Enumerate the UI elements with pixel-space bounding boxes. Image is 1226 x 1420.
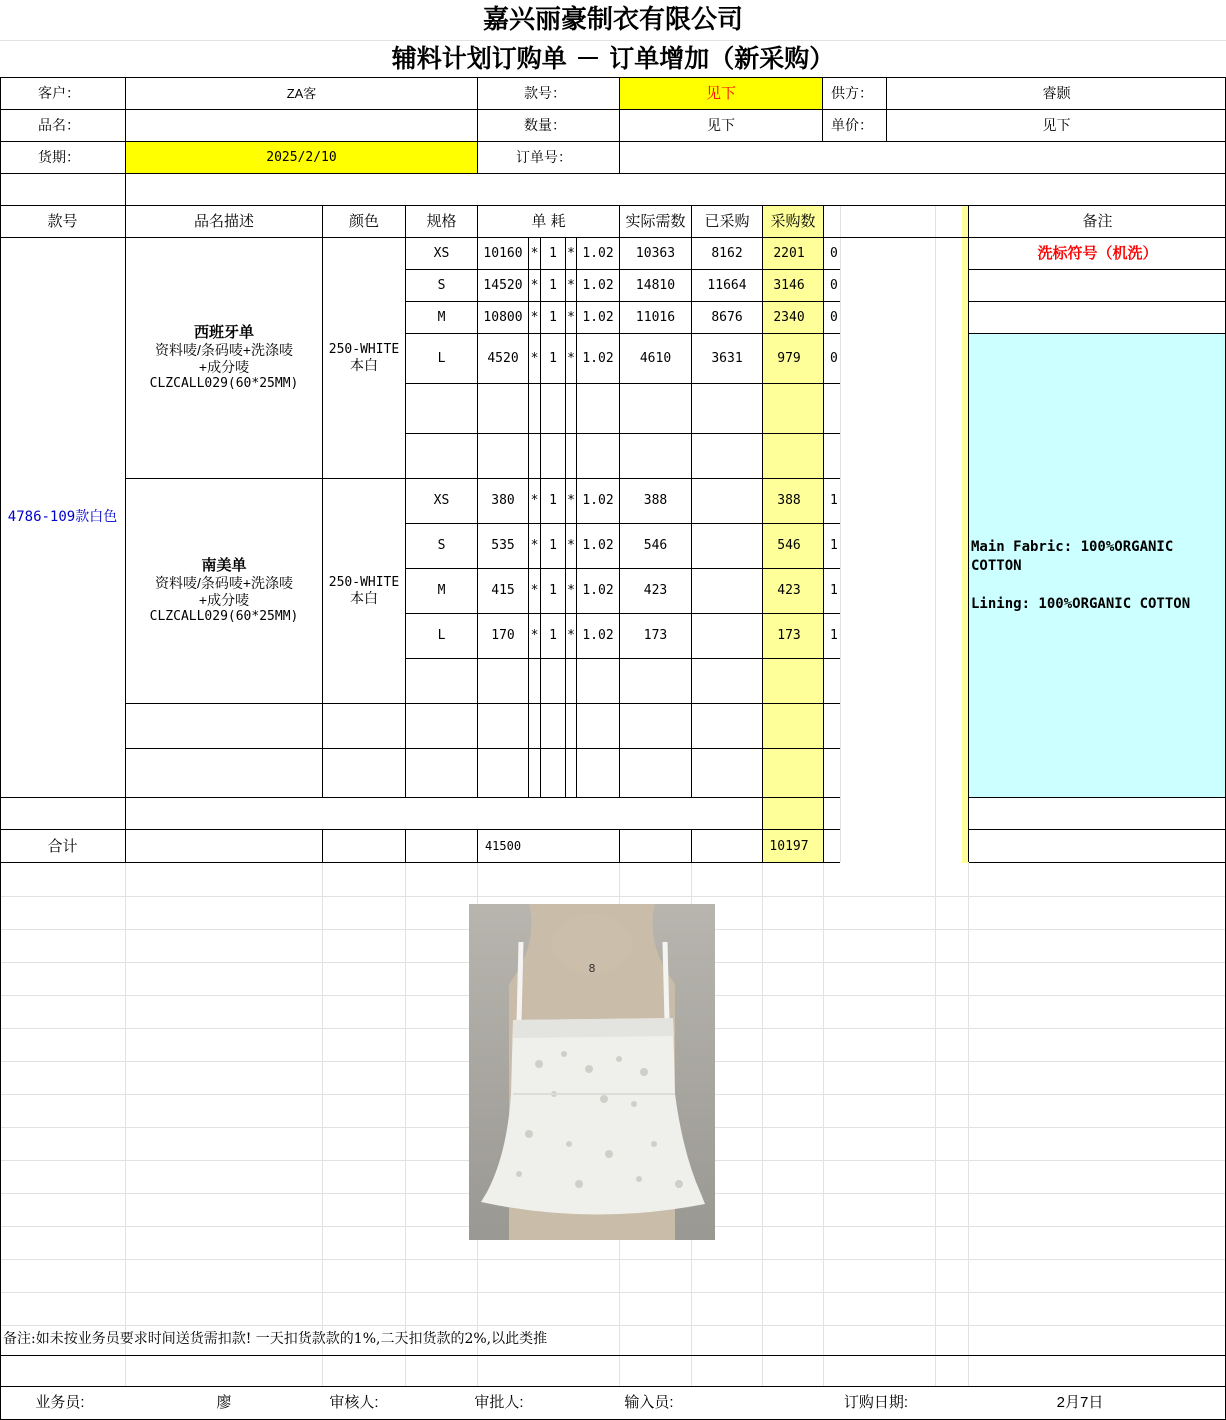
border-line [886,77,887,141]
sheet-gridline [823,862,824,1386]
cell-factor[interactable]: 1.02 [582,350,614,366]
border-line [405,658,840,659]
col-purchase: 采购数 [770,212,816,230]
sheet-gridline [322,862,323,1386]
border-line [0,77,1,1420]
cell-extra[interactable]: 0 [830,309,838,325]
price-value[interactable]: 见下 [1042,117,1071,134]
color-name: 本白 [350,357,378,374]
col-remark: 备注 [1082,212,1113,230]
cell-op2[interactable]: * [567,245,575,261]
cell-extra[interactable]: 1 [830,583,838,599]
group-title: 西班牙单 [193,324,254,342]
cell-size[interactable]: M [437,583,446,599]
border-line [322,205,323,797]
border-line [565,237,566,797]
color-name: 本白 [350,590,378,607]
cell-factor[interactable]: 1.02 [582,628,614,644]
date-label: 订购日期: [843,1394,909,1411]
cell-mult[interactable]: 1 [549,309,557,325]
border-line [0,237,1226,238]
cell-purchase[interactable]: 546 [777,538,801,554]
cell-purchased[interactable] [692,479,762,523]
sheet-gridline [762,862,763,1386]
cell-op1[interactable]: * [530,309,539,325]
cell-base[interactable]: 415 [491,583,515,599]
border-line [0,141,1226,142]
border-line [405,205,406,797]
cell-op2[interactable]: * [567,583,575,599]
cell-extra[interactable]: 0 [830,350,838,366]
col-actual: 实际需数 [625,212,686,230]
svg-text:8: 8 [588,962,596,975]
cell-op1[interactable]: * [530,493,539,509]
qty-label: 数量： [524,117,566,134]
cell-purchased[interactable] [692,524,762,568]
color-code: 250-WHITE [328,341,400,357]
cell-factor[interactable]: 1.02 [582,309,614,325]
total-purchase: 10197 [769,838,809,854]
cell-op1[interactable]: * [530,538,539,554]
cell-extra[interactable]: 1 [830,628,838,644]
input-label: 输入员: [624,1394,674,1411]
cell-extra[interactable]: 0 [830,245,838,261]
lining-text: Lining: 100%ORGANIC COTTON [971,596,1191,612]
total-base: 41500 [484,839,522,854]
total-label: 合计 [47,837,78,855]
border-line [405,269,840,270]
cell-size[interactable]: M [437,309,446,325]
order-no-value[interactable] [620,142,1226,173]
group-title: 南美单 [201,557,247,575]
cell-extra[interactable]: 0 [830,277,838,293]
cell-base[interactable]: 380 [491,493,515,509]
cell-purchase[interactable]: 2340 [773,309,805,325]
border-line [0,173,1226,174]
reviewer-label: 审核人: [329,1394,379,1411]
cell-op1[interactable]: * [530,245,539,261]
cell-size[interactable]: S [437,538,446,554]
cell-op1[interactable]: * [530,628,539,644]
group-code: CLZCALL029(60*25MM) [149,609,299,624]
border-line [619,77,620,173]
cell-factor[interactable]: 1.02 [582,493,614,509]
cell-op1[interactable]: * [530,350,539,366]
group-code: CLZCALL029(60*25MM) [149,376,299,391]
cell-size[interactable]: L [437,628,446,644]
col-style-no: 款号 [47,212,78,230]
delivery-value[interactable]: 2025/2/10 [266,149,337,165]
border-line [0,862,840,863]
border-line [969,829,1226,830]
cell-op2[interactable]: * [567,538,575,554]
cell-op1[interactable]: * [530,583,539,599]
sheet-gridline [0,1292,1226,1293]
border-line [405,613,840,614]
cell-mult[interactable]: 1 [549,493,557,509]
cell-mult[interactable]: 1 [549,583,557,599]
border-line [322,829,323,862]
border-line [125,173,126,205]
border-line [968,205,969,862]
col-size: 规格 [426,212,457,230]
cell-actual[interactable]: 4610 [639,350,672,366]
product-photo [469,904,715,1240]
supplier-value[interactable]: 睿颢 [1042,85,1071,102]
cell-purchase[interactable]: 979 [777,350,801,366]
sheet-gridline [125,862,126,1386]
group-color-southamerica [323,479,405,703]
cell-op2[interactable]: * [567,350,575,366]
cell-factor[interactable]: 1.02 [582,277,614,293]
date-value[interactable]: 2月7日 [1056,1394,1104,1411]
col-color: 颜色 [348,212,379,230]
product-label: 品名： [38,117,80,134]
sales-label: 业务员: [35,1394,85,1411]
border-line [405,333,840,334]
cell-extra[interactable]: 1 [830,538,838,554]
qty-value[interactable]: 见下 [707,117,735,134]
penalty-note: 备注:如未按业务员要求时间送货需扣款! 一天扣货款款的1%,二天扣货款的2%,以此类推 [3,1330,548,1347]
border-line [619,829,620,862]
cell-actual[interactable]: 423 [643,583,668,599]
customer-value[interactable]: ZA客 [286,85,317,101]
group-desc-line: 资料唛/条码唛+洗涤唛 [154,575,294,592]
border-line [0,797,840,798]
border-line [969,797,1226,798]
border-line [540,237,541,797]
cell-purchased[interactable] [692,569,762,613]
cell-base[interactable]: 170 [491,628,515,644]
cell-purchased[interactable]: 8162 [711,245,743,261]
sheet-gridline [840,206,841,862]
border-line [969,333,1226,334]
border-line [691,829,692,862]
border-line [0,205,1226,206]
cell-op2[interactable]: * [567,493,575,509]
border-line [528,237,529,797]
border-line [405,383,840,384]
cell-op2[interactable]: * [567,309,575,325]
cell-mult[interactable]: 1 [549,245,557,261]
border-line [0,77,1226,78]
border-line [691,205,692,797]
cell-purchase[interactable]: 423 [777,583,801,599]
cell-actual[interactable]: 14810 [635,277,676,293]
sales-value[interactable]: 廖 [216,1394,232,1411]
border-line [125,478,840,479]
col-consumption: 单 耗 [531,212,566,230]
border-line [619,205,620,797]
price-label: 单价： [831,117,873,134]
border-line [125,703,840,704]
cell-size[interactable]: XS [433,493,450,509]
group-desc-line: +成分唛 [198,592,250,609]
cell-op2[interactable]: * [567,277,575,293]
delivery-label: 货期： [38,149,80,166]
cell-purchase[interactable]: 3146 [773,277,805,293]
cell-purchase[interactable]: 173 [777,628,801,644]
fabric-remark [971,538,1223,614]
company-title: 嘉兴丽豪制衣有限公司 [482,5,743,36]
cell-op2[interactable]: * [567,628,575,644]
cell-mult[interactable]: 1 [549,277,557,293]
garment-illustration [469,904,715,1240]
border-line [405,829,406,862]
sheet-gridline [935,862,936,1386]
cell-base[interactable]: 10800 [483,309,523,325]
supplier-label: 供方： [831,85,873,102]
cell-purchased[interactable]: 8676 [711,309,743,325]
border-line [405,433,840,434]
product-value[interactable] [126,110,477,141]
border-line [969,301,1226,302]
cell-actual[interactable]: 173 [643,628,668,644]
sheet-gridline [0,896,1226,897]
cell-actual[interactable]: 10363 [635,245,676,261]
cell-mult[interactable]: 1 [549,350,557,366]
group-desc-line: 资料唛/条码唛+洗涤唛 [154,342,294,359]
col-desc: 品名描述 [193,212,254,230]
cell-mult[interactable]: 1 [549,538,557,554]
border-line [405,568,840,569]
border-line [405,523,840,524]
border-line [0,1355,1226,1356]
sheet-gridline [405,862,406,1386]
cell-size[interactable]: XS [433,245,450,261]
main-fabric-text: Main Fabric: 100%ORGANIC COTTON [971,539,1174,574]
cell-actual[interactable]: 11016 [635,309,676,325]
document-title: 辅料计划订购单 － 订单增加（新采购） [391,44,835,73]
border-line [822,77,823,141]
sheet-gridline [0,1259,1226,1260]
border-line [477,77,478,173]
style-value[interactable]: 见下 [705,84,736,102]
group-desc-spain [126,238,322,478]
border-line [0,1386,1226,1387]
border-line [125,748,840,749]
cell-purchased[interactable] [692,614,762,658]
customer-label: 客户： [38,85,80,102]
cell-base[interactable]: 10160 [483,245,523,261]
col-purchased: 已采购 [704,212,750,230]
cell-purchase[interactable]: 2201 [773,245,805,261]
approver-label: 审批人: [474,1394,524,1411]
group-desc-line: +成分唛 [198,359,250,376]
cell-purchase[interactable]: 388 [777,493,801,509]
cell-base[interactable]: 4520 [487,350,519,366]
border-line [823,205,824,862]
cell-actual[interactable]: 388 [643,493,668,509]
cell-extra[interactable]: 1 [830,493,838,509]
style-label: 款号： [524,85,566,102]
cell-op1[interactable]: * [530,277,539,293]
style-name: 4786-109款白色 [7,509,118,526]
wash-symbol-remark: 洗标符号（机洗） [1037,244,1158,262]
cell-factor[interactable]: 1.02 [582,583,614,599]
border-line [125,205,126,862]
border-line [0,109,1226,110]
cell-purchased[interactable]: 11664 [707,277,747,293]
sheet-gridline [935,206,936,862]
border-line [762,205,763,862]
group-color-spain [323,238,405,478]
border-line [0,829,840,830]
border-line [477,205,478,797]
sheet-gridline [968,862,969,1386]
order-no-label: 订单号： [516,149,572,166]
cell-mult[interactable]: 1 [549,628,557,644]
border-line [969,862,1226,863]
cell-factor[interactable]: 1.02 [582,538,614,554]
border-line [405,301,840,302]
cell-base[interactable]: 535 [491,538,515,554]
cell-actual[interactable]: 546 [643,538,668,554]
cell-purchased[interactable]: 3631 [711,350,743,366]
border-line [576,237,577,797]
border-line [477,829,478,862]
cell-base[interactable]: 14520 [483,277,523,293]
cell-factor[interactable]: 1.02 [582,245,614,261]
border-line [969,269,1226,270]
group-desc-southamerica [126,479,322,703]
color-code: 250-WHITE [328,574,400,590]
cell-size[interactable]: L [437,350,446,366]
border-line [125,797,126,862]
cell-size[interactable]: S [437,277,446,293]
